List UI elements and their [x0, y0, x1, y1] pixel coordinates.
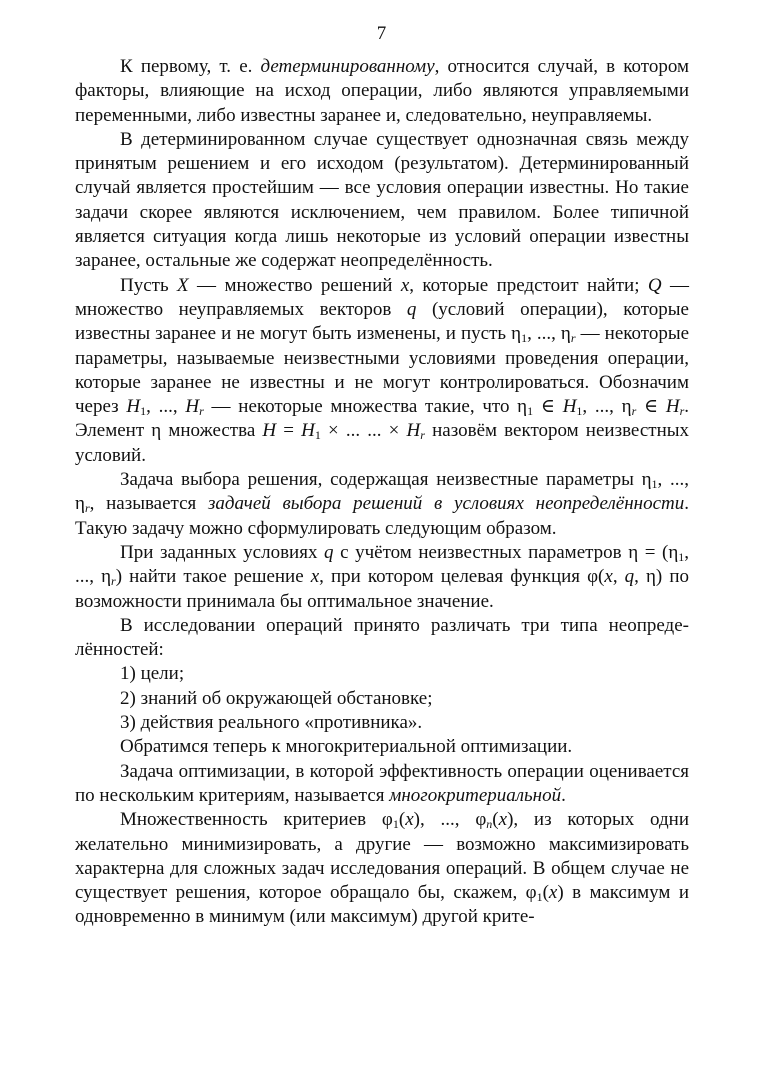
paragraph-uncertain-conditions: Пусть X — множество решений x, которые предстоит найти; Q — множество неуправляемых векторов q (условий операции), которые известны заранее и не могут быть изменены, и пусть $\eta_1$, ..., $\eta_r$ — некоторые параметры, называемые неизвестными условиями проведения операции, которые заранее не известны и не могут контролироваться. Обозначим через $H_1$, ..., $H_r$ — некоторые множества такие, что $\eta_1$ ∈ $H_1$, ..., $\eta_r$ ∈ $H_r$. Элемент η множества $H = H_1$ × ... ... × $H_r$ назовём вектором неизвестных условий.: [75, 274, 690, 466]
paragraph-multicriteria-definition: Задача оптимизации, в которой эффективность операции оценивается по нескольким критериям, называется многокритериальной.: [75, 760, 689, 806]
paragraph-multiple-criteria: Множественность критериев $\varphi_1(x)$, ..., $\varphi_n(x)$, из которых одни желательно минимизировать, а другие — возможно максимизировать характерна для сложных задач исследования операций. В общем случае не существует решения, которое обращало бы, скажем, $\varphi_1(x)$ в максимум и одновременно в минимум (или максимум) другой крите-: [75, 809, 689, 928]
paragraph-uncertainty-types: В исследовании операций принято различать три типа неопределённостей:: [75, 614, 689, 661]
paragraph-deterministic-case: В детерминированном случае существует однозначная связь между принятым решением и его исходом (результатом). Детерминированный случай является простейшим — все условия операции известны. Но такие задачи скорее являются исключением, чем правилом. Более типичной является ситуация когда лишь некоторые из условий операции известны заранее, остальные же содержат неопределённость.: [75, 128, 689, 272]
paragraph-problem-statement: При заданных условиях q с учётом неизвестных параметров $\eta = (\eta_1$, ..., $\eta_r$) найти такое решение x, при котором целевая функция φ(x, q, η) по возможности принимала бы оптимальное значение.: [75, 541, 689, 612]
paragraph-multicriteria-intro: Обратимся теперь к многокритериальной оптимизации.: [120, 736, 573, 758]
page-body: [75, 55, 689, 930]
list-item: 1) цели;: [120, 663, 185, 685]
paragraph-uncertainty-problem: Задача выбора решения, содержащая неизвестные параметры $\eta_1$, ..., $\eta_r$, называется задачей выбора решений в условиях неопределённости. Такую задачу можно сформулировать следующим образом.: [75, 469, 689, 539]
list-item: 2) знаний об окружающей обстановке;: [120, 687, 433, 709]
paragraph-deterministic-definition: К первому, т. е. детерминированному, относится случай, в котором факторы, влияющие на исход операции, либо являются управляемыми переменными, либо известны заранее и, следовательно, неуправляемы.: [75, 56, 689, 126]
page-number: 7: [376, 23, 387, 44]
list-item: 3) действия реального «противника».: [120, 712, 423, 734]
